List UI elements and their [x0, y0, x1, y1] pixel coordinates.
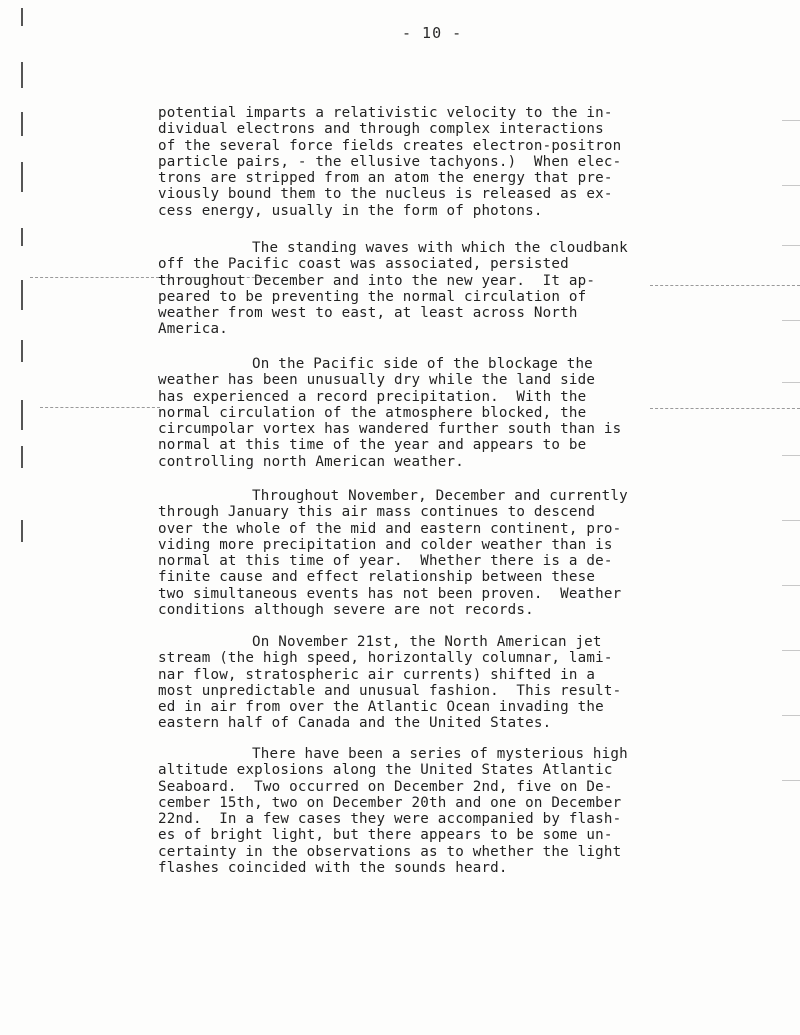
binder-mark [21, 8, 23, 26]
text-line: Seaboard. Two occurred on December 2nd, five on De- [158, 778, 613, 795]
binder-mark [21, 112, 23, 136]
text-line: eastern half of Canada and the United States. [158, 715, 552, 732]
text-line: has experienced a record precipitation. With the [158, 388, 587, 405]
text-line: On November 21st, the North American jet [252, 634, 602, 650]
text-line: There have been a series of mysterious high [252, 746, 628, 762]
edge-tick [782, 245, 800, 246]
edge-tick [782, 320, 800, 321]
binder-mark [21, 162, 23, 192]
text-line: peared to be preventing the normal circulation of [158, 288, 587, 305]
edge-tick [782, 382, 800, 383]
text-line: cember 15th, two on December 20th and one on December [158, 794, 622, 811]
text-line: nar flow, stratospheric air currents) shifted in a [158, 666, 596, 683]
text-line: flashes coincided with the sounds heard. [158, 860, 508, 877]
binder-mark [21, 446, 23, 468]
text-line: America. [158, 321, 228, 338]
paragraph [158, 746, 698, 876]
edge-tick [782, 585, 800, 586]
edge-tick [782, 455, 800, 456]
text-line: through January this air mass continues to descend [158, 504, 596, 521]
text-line: certainty in the observations as to whether the light [158, 843, 622, 860]
text-line: Throughout November, December and currently [252, 488, 628, 504]
binder-mark [21, 228, 23, 246]
edge-tick [782, 650, 800, 651]
binder-mark [21, 62, 23, 88]
text-line: finite cause and effect relationship between these [158, 569, 596, 586]
text-line: dividual electrons and through complex interactions [158, 121, 604, 138]
text-line: ed in air from over the Atlantic Ocean invading the [158, 699, 604, 716]
paragraph [158, 105, 698, 219]
text-line: potential imparts a relativistic velocity to the in- [158, 105, 613, 121]
text-line: viding more precipitation and colder weather than is [158, 536, 613, 553]
paragraph [158, 240, 698, 338]
edge-tick [782, 715, 800, 716]
text-line: weather has been unusually dry while the land side [158, 372, 596, 389]
text-line: es of bright light, but there appears to be some un- [158, 827, 613, 844]
binder-mark [21, 340, 23, 362]
text-line: The standing waves with which the cloudbank [252, 240, 628, 256]
text-line: two simultaneous events has not been proven. Weather [158, 585, 622, 602]
page-number: - 10 - [402, 24, 463, 42]
text-line: conditions although severe are not records. [158, 602, 534, 619]
fold-line [40, 407, 160, 408]
text-line: off the Pacific coast was associated, persisted [158, 256, 569, 273]
text-line: cess energy, usually in the form of photons. [158, 202, 543, 219]
edge-tick [782, 780, 800, 781]
text-line: particle pairs, - the ellusive tachyons.) When elec- [158, 153, 622, 170]
text-line: most unpredictable and unusual fashion. This result- [158, 682, 622, 699]
paragraph [158, 356, 698, 470]
text-line: circumpolar vortex has wandered further south than is [158, 421, 622, 438]
text-line: throughout December and into the new year. It ap- [158, 272, 596, 289]
text-line: altitude explosions along the United States Atlantic [158, 762, 613, 779]
text-line: stream (the high speed, horizontally columnar, lami- [158, 650, 613, 667]
text-line: viously bound them to the nucleus is released as ex- [158, 186, 613, 203]
text-line: controlling north American weather. [158, 453, 464, 470]
text-line: of the several force fields creates electron-positron [158, 137, 622, 154]
paragraph [158, 634, 698, 732]
text-line: trons are stripped from an atom the energy that pre- [158, 170, 613, 187]
text-line: normal circulation of the atmosphere blocked, the [158, 404, 587, 421]
edge-tick [782, 520, 800, 521]
text-line: weather from west to east, at least across North [158, 305, 578, 322]
text-line: normal at this time of the year and appears to be [158, 437, 587, 454]
text-line: On the Pacific side of the blockage the [252, 356, 593, 372]
binder-mark [21, 400, 23, 430]
binder-mark [21, 520, 23, 542]
text-line: 22nd. In a few cases they were accompanied by flash- [158, 811, 622, 828]
edge-tick [782, 185, 800, 186]
text-line: normal at this time of year. Whether there is a de- [158, 553, 613, 570]
paragraph [158, 488, 698, 618]
edge-tick [782, 120, 800, 121]
text-line: over the whole of the mid and eastern continent, pro- [158, 520, 622, 537]
binder-mark [21, 280, 23, 310]
